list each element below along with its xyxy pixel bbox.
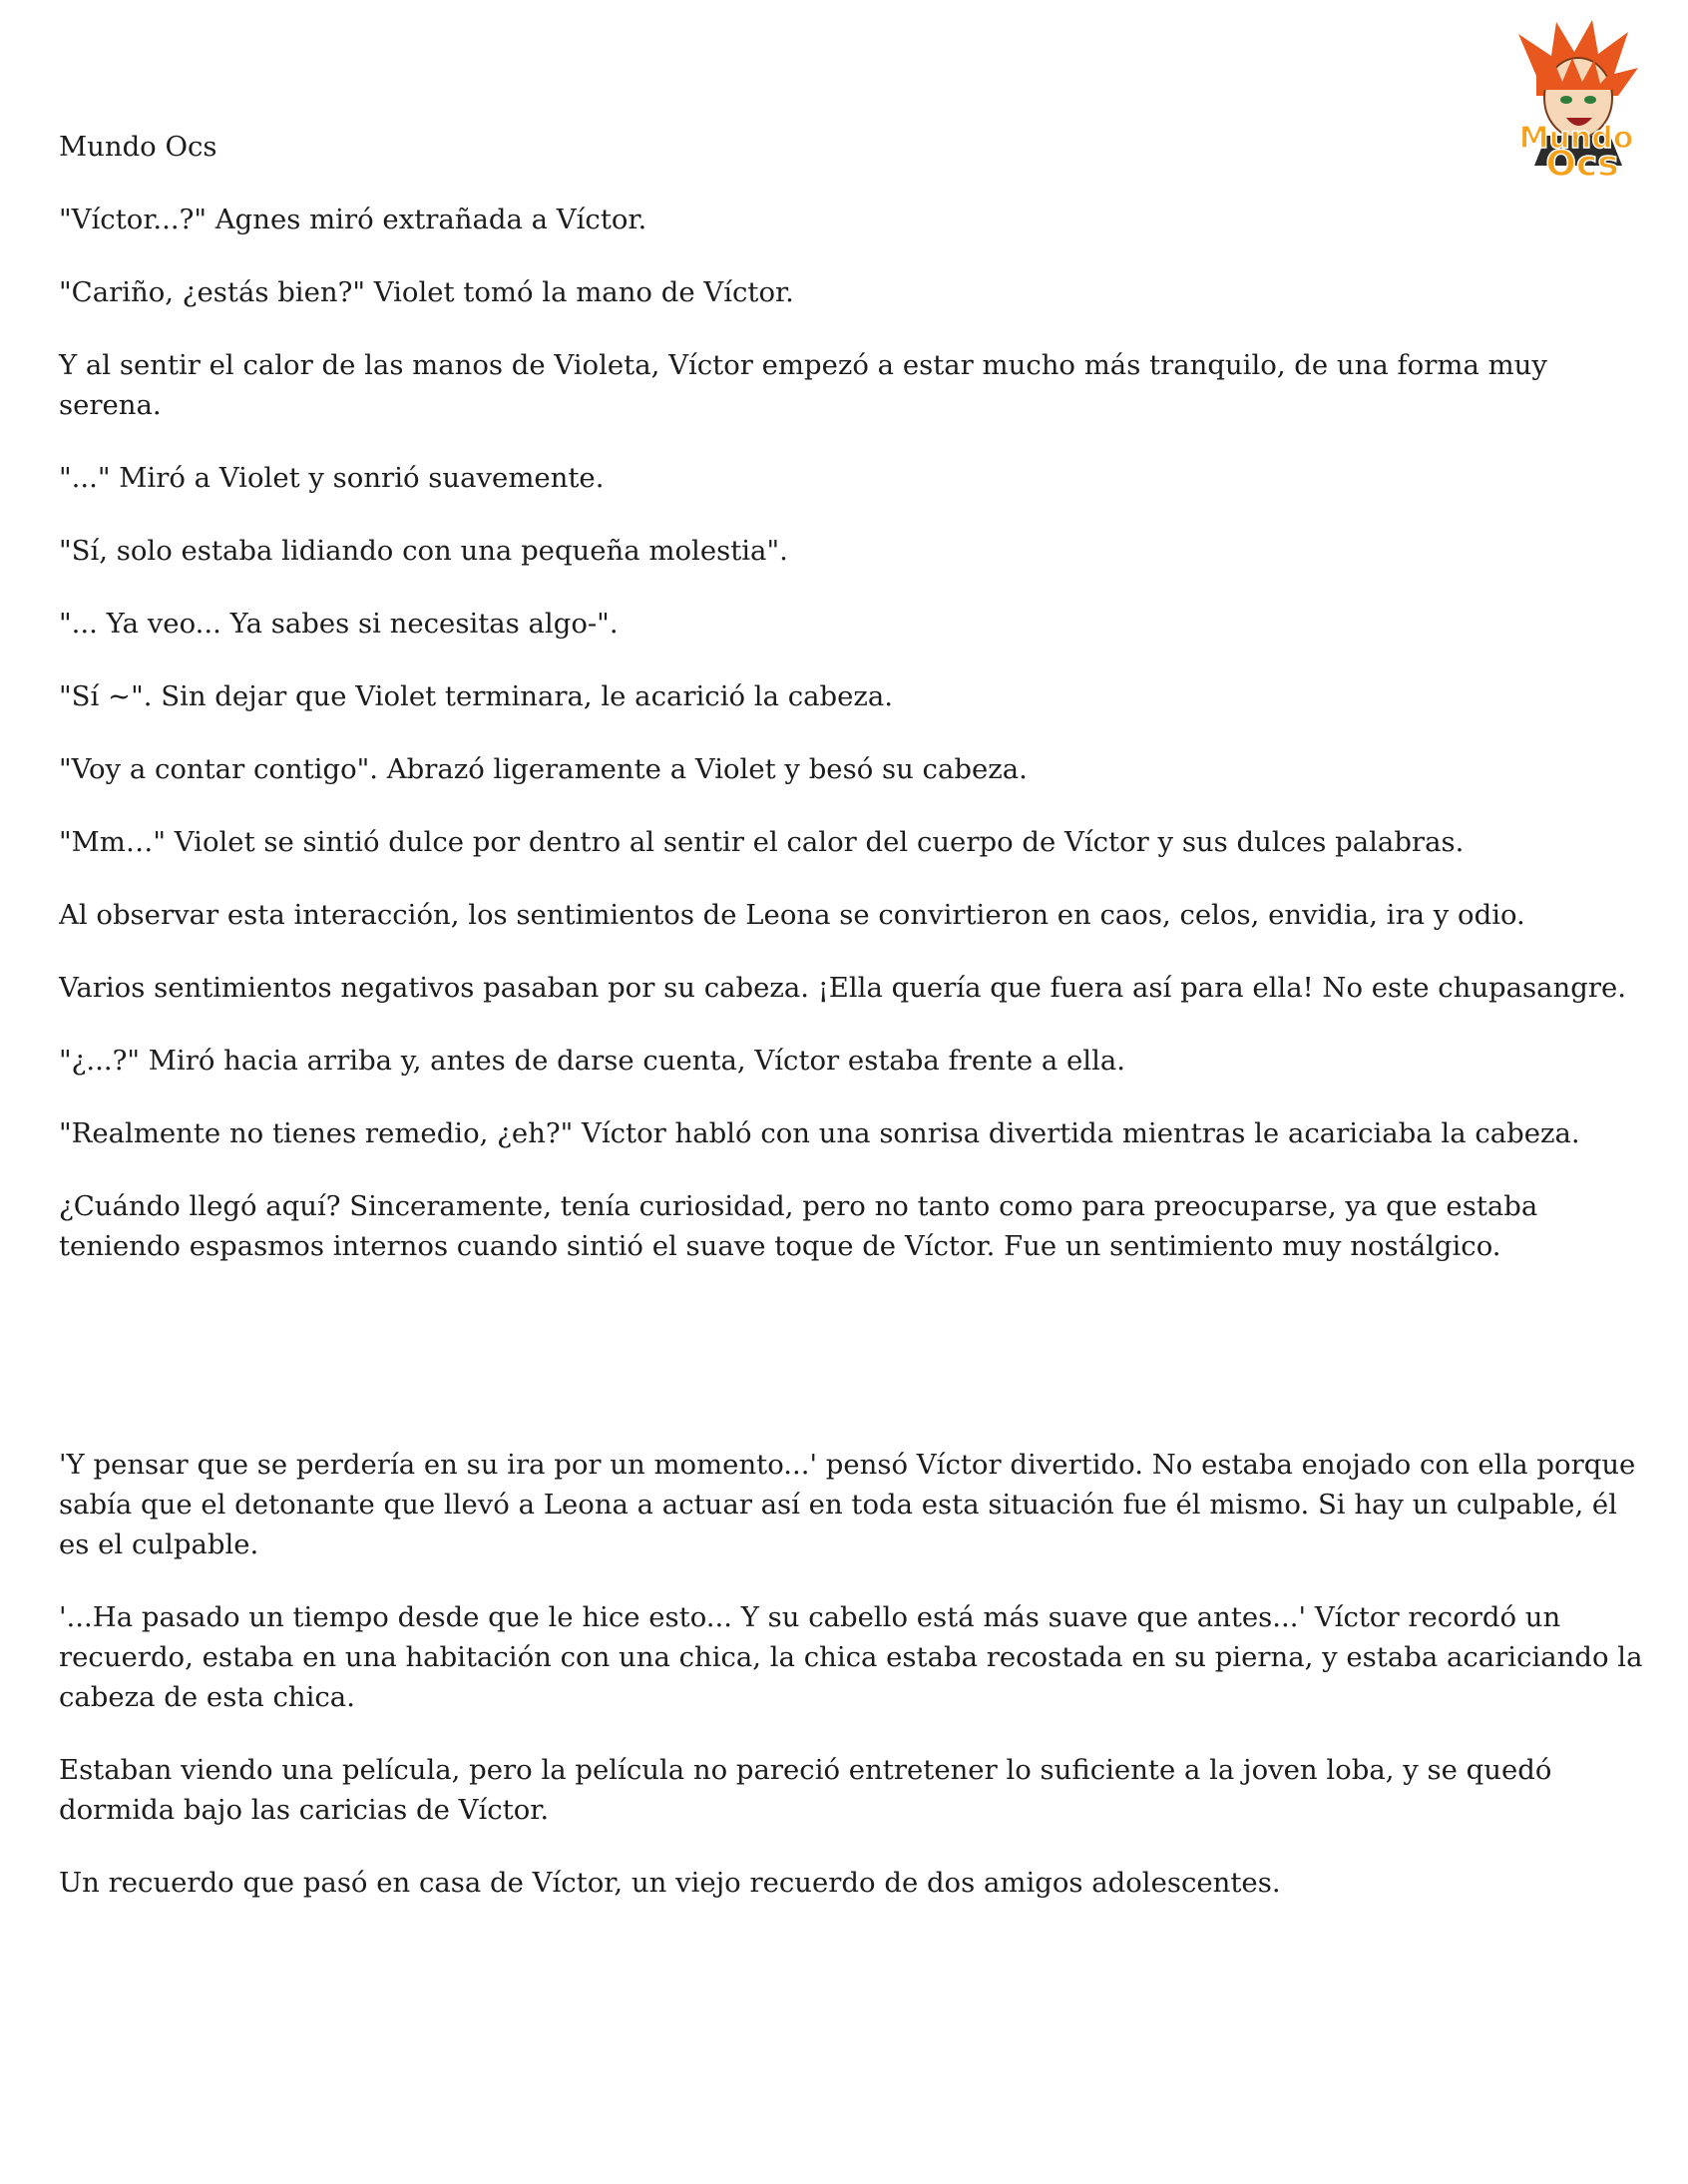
paragraph: "... Ya veo... Ya sabes si necesitas algo-".	[59, 608, 619, 640]
logo-text-ocs: Ocs	[1545, 144, 1619, 185]
paragraph: "Víctor...?" Agnes miró extrañada a Víctor.	[59, 204, 647, 235]
paragraph: Y al sentir el calor de las manos de Violeta, Víctor empezó a estar mucho más tranquilo, de una forma muy serena.	[59, 349, 1547, 421]
paragraph: "Mm…" Violet se sintió dulce por dentro al sentir el calor del cuerpo de Víctor y sus dulces palabras.	[59, 826, 1465, 858]
paragraph: Mundo Ocs	[59, 131, 217, 163]
paragraph: 'Y pensar que se perdería en su ira por un momento...' pensó Víctor divertido. No estaba enojado con ella porque sabía que el detonante que llevó a Leona a actuar así en toda esta situación fue él mismo. Si hay un culpable, él es el culpable.	[59, 1449, 1636, 1560]
paragraph: Un recuerdo que pasó en casa de Víctor, un viejo recuerdo de dos amigos adolescentes.	[59, 1867, 1281, 1899]
paragraph: ¿Cuándo llegó aquí? Sinceramente, tenía curiosidad, pero no tanto como para preocuparse, ya que estaba teniendo espasmos internos cuando sintió el suave toque de Víctor. Fue un sentimiento muy nostálgico.	[59, 1190, 1538, 1262]
logo-text-mundo: Mundo	[1518, 121, 1634, 156]
paragraph: '...Ha pasado un tiempo desde que le hice esto... Y su cabello está más suave que antes...' Víctor recordó un recuerdo, estaba en una habitación con una chica, la chica estaba recostada en su pierna, y estaba acariciando la cabeza de esta chica.	[59, 1601, 1643, 1713]
paragraph: "..." Miró a Violet y sonrió suavemente.	[59, 462, 605, 494]
paragraph: "Voy a contar contigo". Abrazó ligeramente a Violet y besó su cabeza.	[59, 753, 1028, 785]
paragraph: Al observar esta interacción, los sentimientos de Leona se convirtieron en caos, celos, envidia, ira y odio.	[59, 899, 1525, 931]
paragraph: "Realmente no tienes remedio, ¿eh?" Víctor habló con una sonrisa divertida mientras le acariciaba la cabeza.	[59, 1117, 1580, 1149]
paragraph: Varios sentimientos negativos pasaban por su cabeza. ¡Ella quería que fuera así para ella! No este chupasangre.	[59, 972, 1627, 1004]
paragraph: "Sí ~". Sin dejar que Violet terminara, le acarició la cabeza.	[59, 680, 894, 712]
section-gap	[59, 1299, 1645, 1445]
document-body	[59, 127, 1645, 1936]
paragraph: "¿...?" Miró hacia arriba y, antes de darse cuenta, Víctor estaba frente a ella.	[59, 1045, 1126, 1077]
paragraph: "Sí, solo estaba lidiando con una pequeña molestia".	[59, 535, 788, 567]
paragraph: Estaban viendo una película, pero la película no pareció entretener lo suficiente a la joven loba, y se quedó dormida bajo las caricias de Víctor.	[59, 1754, 1552, 1826]
paragraph: "Cariño, ¿estás bien?" Violet tomó la mano de Víctor.	[59, 276, 794, 308]
